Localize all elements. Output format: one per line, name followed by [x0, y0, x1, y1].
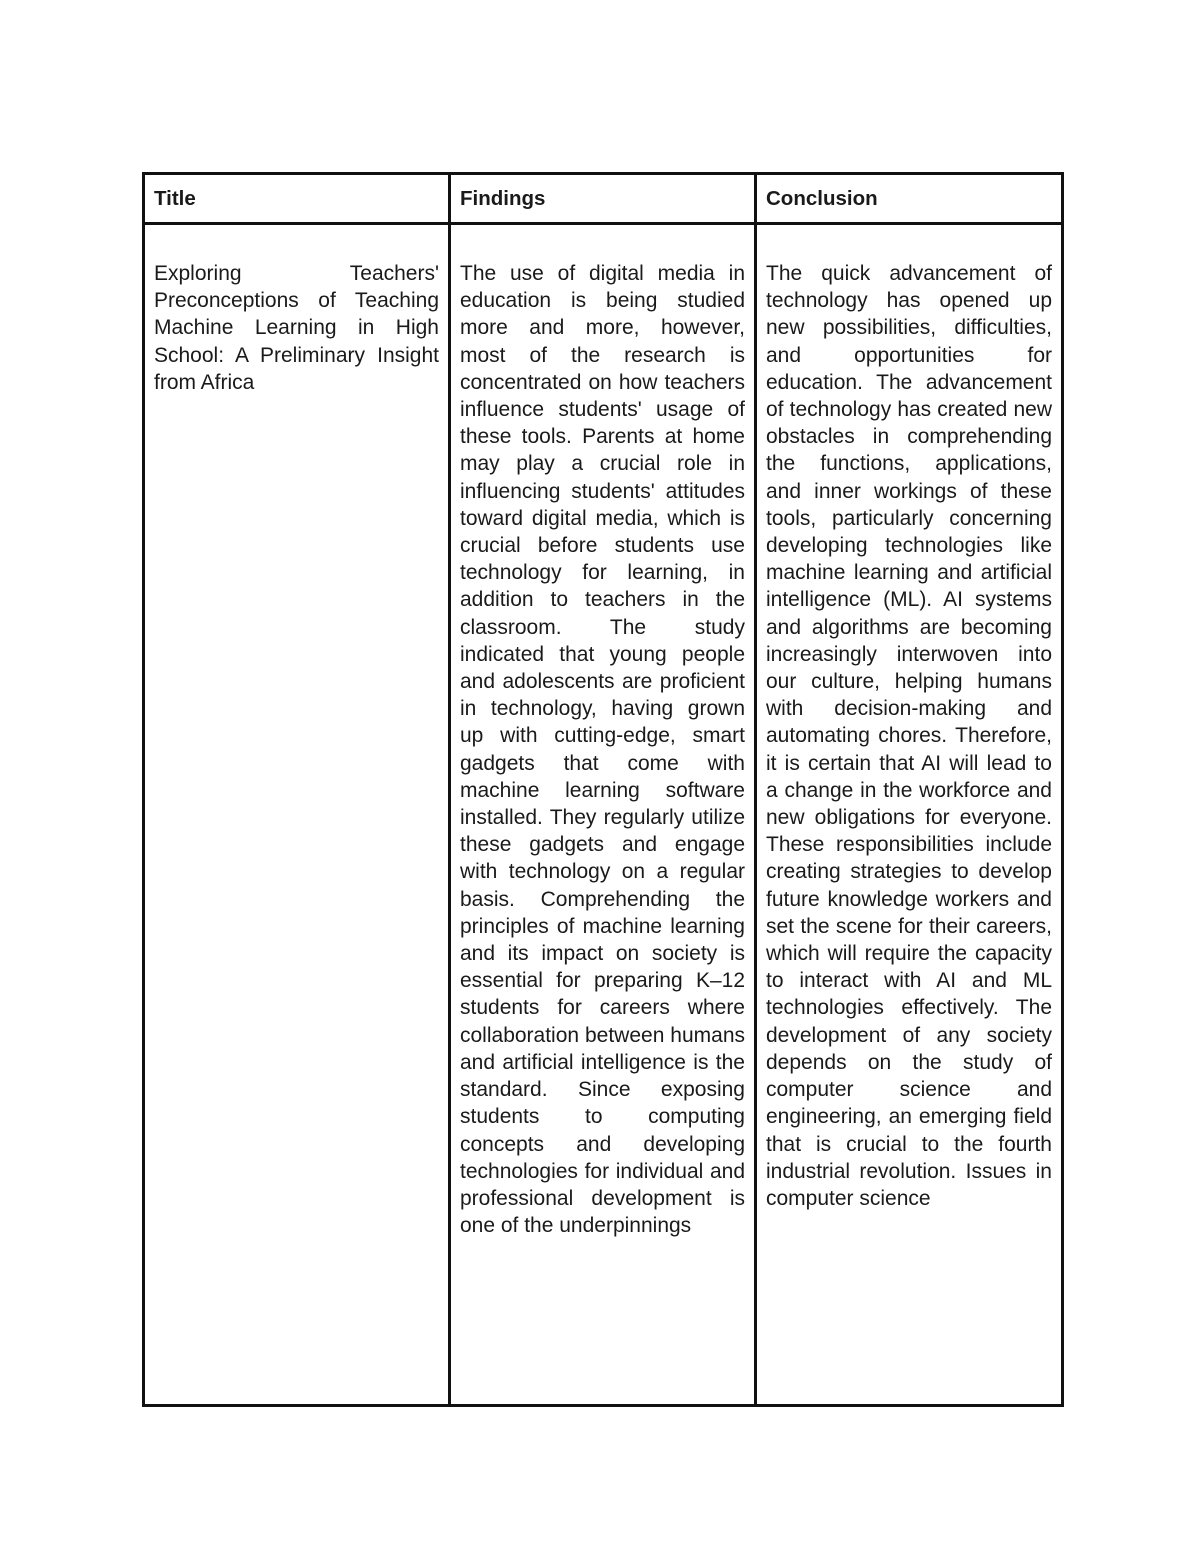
header-title: Title: [144, 174, 450, 224]
cell-conclusion: The quick advancement of technology has opened up new possibilities, difficulties, and opportunities for education. The advancement of technology has created new obstacles in comprehending the functions, applications, and inner workings of these tools, particularly concerning developing technologies like machine learning and artificial intelligence (ML). AI systems and algorithms are becoming increasingly interwoven into our culture, helping humans with decision-making and automating chores. Therefore, it is certain that AI will lead to a change in the workforce and new obligations for everyone. These responsibilities include creating strategies to develop future knowledge workers and set the scene for their careers, which will require the capacity to interact with AI and ML technologies effectively. The development of any society depends on the study of computer science and engineering, an emerging field that is crucial to the fourth industrial revolution. Issues in computer science: [756, 224, 1063, 1406]
header-findings: Findings: [450, 174, 756, 224]
cell-findings: The use of digital media in education is being studied more and more, however, most of the research is concentrated on how teachers influence students' usage of these tools. Parents at home may play a crucial role in influencing students' attitudes toward digital media, which is crucial before students use technology for learning, in addition to teachers in the classroom. The study indicated that young people and adolescents are proficient in technology, having grown up with cutting-edge, smart gadgets that come with machine learning software installed. They regularly utilize these gadgets and engage with technology on a regular basis. Comprehending the principles of machine learning and its impact on society is essential for preparing K–12 students for careers where collaboration between humans and artificial intelligence is the standard. Since exposing students to computing concepts and developing technologies for individual and professional development is one of the underpinnings: [450, 224, 756, 1406]
header-conclusion: Conclusion: [756, 174, 1063, 224]
cell-title: Exploring Teachers' Preconceptions of Teaching Machine Learning in High School: A Preliminary Insight from Africa: [144, 224, 450, 1406]
table-header-row: [144, 174, 1063, 224]
literature-review-table: [142, 172, 1064, 1407]
table-row: [144, 224, 1063, 1406]
